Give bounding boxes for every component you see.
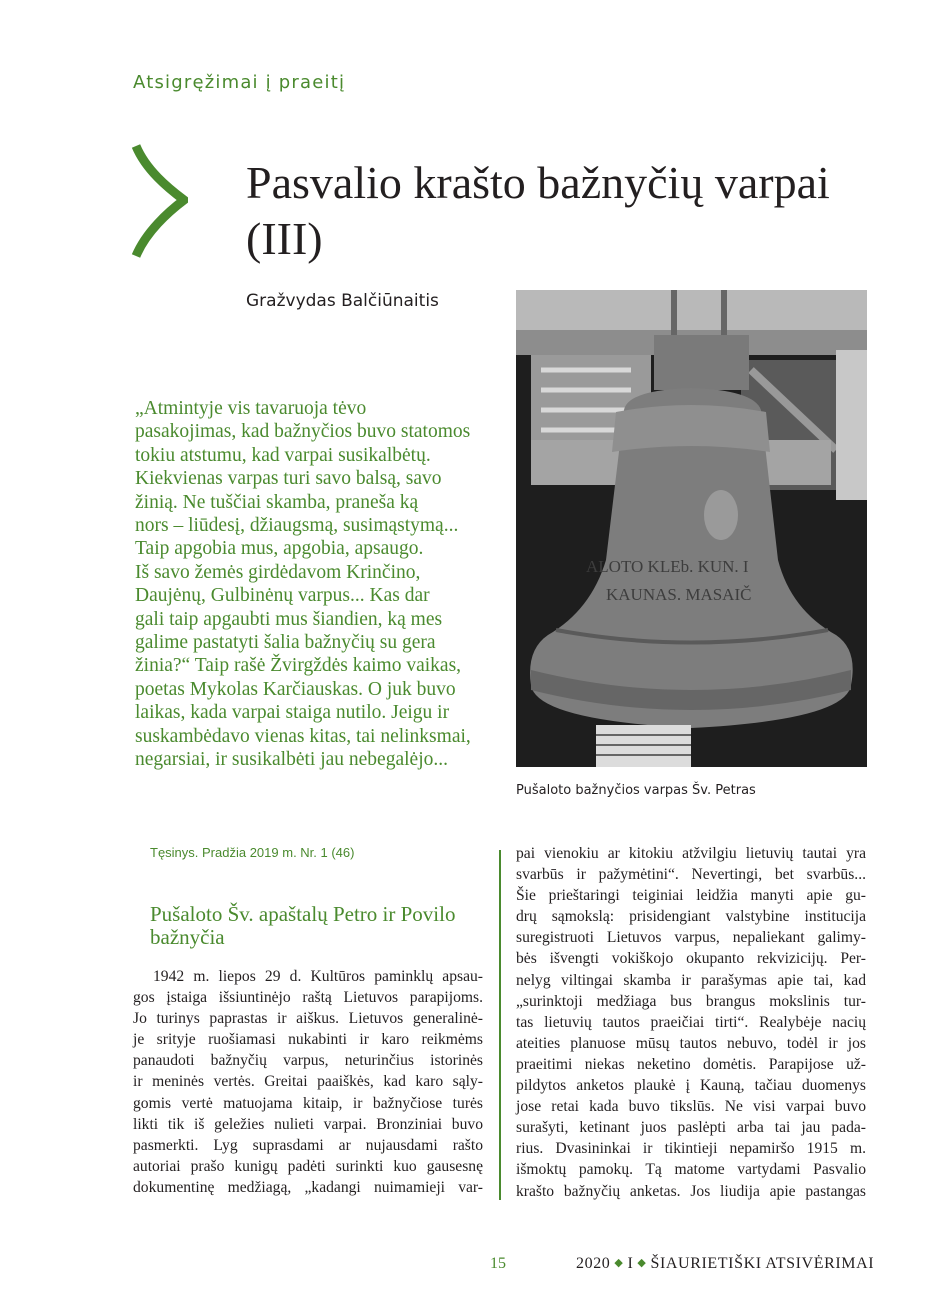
title-line: Pasvalio krašto bažnyčių varpai — [246, 157, 830, 208]
text-line: pasmerkti. Lyg suprasdami ar nujausdami rašto — [133, 1136, 483, 1154]
diamond-icon: ◆ — [614, 1257, 624, 1269]
text-line: suskambėdavo vienas kitas, tai nelinksmai, — [135, 725, 471, 747]
footer-magazine-name: ŠIAURIETIŠKI ATSIVĖRIMAI — [650, 1255, 875, 1272]
text-line: „surinktoji medžiaga bus brangus mokslinis tur- — [516, 992, 866, 1010]
text-line: likti tik iš geležies nulieti varpai. Bronziniai buvo — [133, 1115, 483, 1133]
text-line: bės išvengti vokiškojo okupanto rekvizicijų. Per- — [516, 950, 866, 968]
text-line: suregistruoti Lietuvos varpus, nepaliekant galimy- — [516, 929, 866, 947]
text-line: panaudoti bažnyčių varpus, neturinčius istorinės — [133, 1052, 483, 1070]
text-line: je srityje ruošiamasi nukabinti ir karo reikmėms — [133, 1031, 483, 1049]
page-number: 15 — [490, 1255, 506, 1272]
text-line: gos įstaiga išsiuntinėjo raštą Lietuvos parapijoms. — [133, 989, 483, 1007]
text-line: dokumentinę medžiagą, „kadangi nuimamieji var- — [133, 1178, 483, 1196]
photo-caption: Pušaloto bažnyčios varpas Šv. Petras — [516, 783, 756, 798]
decorative-bracket-icon — [128, 140, 188, 260]
continuation-note: Tęsinys. Pradžia 2019 m. Nr. 1 (46) — [150, 845, 355, 860]
body-column-left — [133, 966, 483, 1198]
section-label: Atsigręžimai į praeitį — [133, 72, 346, 93]
text-line: pasakojimas, kad bažnyčios buvo statomos — [135, 421, 471, 443]
text-line: poetas Mykolas Karčiauskas. O juk buvo — [135, 678, 456, 700]
bell-photo — [516, 290, 867, 767]
text-line: galime pastatyti šalia bažnyčių su gera — [135, 632, 436, 654]
magazine-footer — [576, 1255, 874, 1273]
body-column-right — [516, 843, 866, 1202]
text-line: Jo turinys paprastas ir aiškus. Lietuvos generalinė- — [133, 1010, 483, 1028]
text-line: Šie prieštaringi teiginiai leidžia manyti apie gu- — [516, 887, 866, 905]
column-divider — [499, 850, 501, 1200]
text-line: Daujėnų, Gulbinėnų varpus... Kas dar — [135, 585, 430, 607]
text-line: pai vienokiu ar kitokiu atžvilgiu lietuvių tautai yra — [516, 845, 866, 862]
footer-year: 2020 — [576, 1255, 611, 1272]
text-line: drų sąmokslą: prisidengiant valstybine institucija — [516, 908, 866, 926]
section-subheading: Pušaloto Šv. apaštalų Petro ir Povilo bažnyčia — [150, 902, 456, 949]
text-line: Iš savo žemės girdėdavom Krinčino, — [135, 561, 421, 583]
text-line: surašyti, ketinant juos paslėpti arba tai jau pada- — [516, 1119, 866, 1137]
text-line: gomis vertė matuojama kitaip, ir bažnyčiose turės — [133, 1094, 483, 1112]
text-line: negarsiai, ir susikalbėti jau nebegalėjo... — [135, 749, 448, 771]
text-line: jose retai kada buvo tikslūs. Ne visi varpai buvo — [516, 1098, 866, 1116]
title-line: (III) — [246, 213, 323, 264]
pull-quote — [135, 397, 485, 772]
text-line: krašto bažnyčių anketas. Jos liudija apie pastangas — [516, 1182, 866, 1200]
text-line: pildytos anketos plaukė į Kauną, tačiau duomenys — [516, 1077, 866, 1095]
text-line: Taip apgobia mus, apgobia, apsaugo. — [135, 538, 424, 560]
author-name: Gražvydas Balčiūnaitis — [246, 291, 439, 311]
text-line: autoriai prašo kunigų padėti surinkti kuo gausesnę — [133, 1157, 483, 1175]
text-line: nors – liūdesį, džiaugsmą, susimąstymą... — [135, 515, 459, 537]
text-line: laikas, kada varpai staiga nutilo. Jeigu ir — [135, 702, 450, 724]
svg-text:KAUNAS. MASAIČ: KAUNAS. MASAIČ — [606, 585, 752, 604]
text-line: „Atmintyje vis tavaruoja tėvo — [135, 398, 367, 419]
text-line: ir meninės vertės. Greitai paaiškės, kad karo sąly- — [133, 1073, 483, 1091]
text-line: rius. Dvasininkai ir tikintieji nepamiršo 1915 m. — [516, 1140, 866, 1158]
text-line: gali taip apgaubti mus šiandien, ką mes — [135, 608, 443, 630]
text-line: ateities planuose mūsų tautos nebuvo, todėl ir jos — [516, 1034, 866, 1052]
footer-issue: I — [627, 1255, 634, 1272]
diamond-icon: ◆ — [637, 1257, 647, 1269]
svg-text:ALOTO KLEb. KUN. I: ALOTO KLEb. KUN. I — [586, 557, 749, 576]
text-line: tokiu atstumu, kad varpai susikalbėtų. — [135, 444, 431, 466]
text-line: žinia?“ Taip rašė Žvirgždės kaimo vaikas, — [135, 655, 462, 677]
article-title — [246, 155, 886, 267]
text-line: išmoktų pamokų. Tą matome vartydami Pasvalio — [516, 1161, 866, 1179]
text-line: tas lietuvių tautos praeičiai tirti“. Realybėje nacių — [516, 1013, 866, 1031]
text-line: žinią. Ne tuščiai skamba, praneša ką — [135, 491, 419, 513]
text-line: 1942 m. liepos 29 d. Kultūros paminklų apsau- — [153, 968, 483, 985]
text-line: praeitimi niekas neketino domėtis. Parapijose už- — [516, 1055, 866, 1073]
text-line: nelyg viltingai skamba ir parašymas apie tai, kad — [516, 971, 866, 989]
text-line: svarbūs ir pažymėtini“. Nevertingi, bet svarbūs... — [516, 866, 866, 884]
text-line: Kiekvienas varpas turi savo balsą, savo — [135, 468, 442, 490]
